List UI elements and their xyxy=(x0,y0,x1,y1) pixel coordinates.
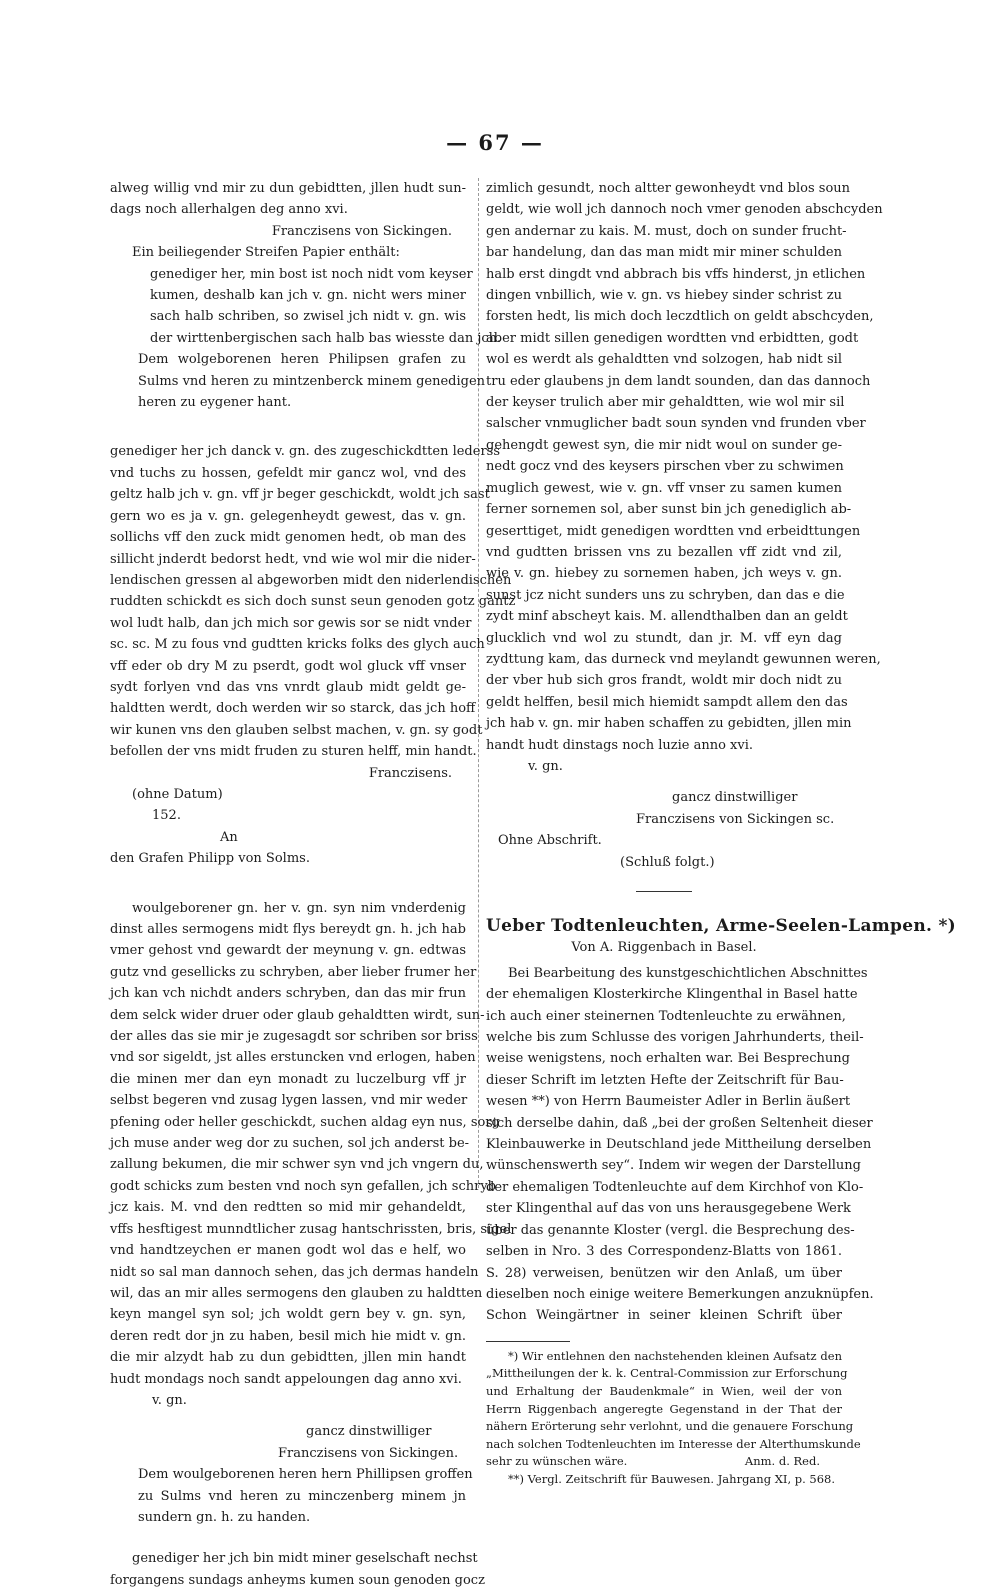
text-line: dieselben noch einige weitere Bemerkungen anzuknüpfen. xyxy=(486,1286,874,1302)
text-line: geserttiget, midt genedigen wordtten vnd erbeidttungen xyxy=(486,523,861,539)
enclosure-text xyxy=(110,264,502,350)
footnote-rule xyxy=(486,1341,570,1342)
text-line: halb erst dingdt vnd abbrach bis vffs hinderst, jn etlichen xyxy=(486,266,866,282)
continuation-note: (Schluß folgt.) xyxy=(620,854,715,870)
text-line: vnd sor sigeldt, jst alles erstuncken vnd erlogen, haben xyxy=(110,1050,476,1066)
section-divider xyxy=(636,891,692,892)
text-line: zallung bekumen, die mir schwer syn vnd jch vngern du, xyxy=(110,1157,484,1173)
closing-phrase: gancz dinstwilliger xyxy=(306,1424,432,1440)
text-line: ster Klingenthal auf das von uns herausgegebene Werk xyxy=(486,1201,851,1217)
text-line: über das genannte Kloster (vergl. die Besprechung des- xyxy=(486,1222,855,1238)
text-line: sunst jcz nicht sunders uns zu schryben, dan das e die xyxy=(486,587,845,603)
text-line: sich derselbe dahin, daß „bei der großen Seltenheit dieser xyxy=(486,1115,873,1131)
date-note: (ohne Datum) xyxy=(132,786,223,802)
text-line: jch kan vch nichdt anders schryben, dan das mir frun xyxy=(110,986,466,1002)
text-line: wol ludt halb, dan jch mich sor gewis sor se nidt vnder xyxy=(110,615,472,631)
article-author: Von A. Riggenbach in Basel. xyxy=(571,940,757,956)
letter-paragraph xyxy=(486,178,883,756)
text-line: geltz halb jch v. gn. vff jr beger geschickdt, woldt jch sast xyxy=(110,487,490,503)
text-line: glucklich vnd wol zu stundt, dan jr. M. vff eyn dag xyxy=(486,630,842,646)
text-line: wil, das an mir alles sermogens den glauben zu haldtten xyxy=(110,1285,483,1301)
text-line: der ehemaligen Klosterkirche Klingenthal in Basel hatte xyxy=(486,987,858,1003)
text-line: hudt mondags noch sandt appeloungen dag anno xvi. xyxy=(110,1371,462,1387)
text-line: muglich gewest, wie v. gn. vff vnser zu samen kumen xyxy=(486,480,842,496)
text-line: vnd handtzeychen er manen godt wol das e helf, wo xyxy=(110,1243,466,1259)
text-line: jcz kais. M. vnd den redtten so mid mir gehandeldt, xyxy=(110,1200,466,1216)
text-line: nach solchen Todtenleuchten im Interesse der Alterthumskunde xyxy=(486,1436,861,1451)
text-line: wie v. gn. hiebey zu sornemen haben, jch weys v. gn. xyxy=(486,566,842,582)
recipient: den Grafen Philipp von Solms. xyxy=(110,851,310,867)
text-line: sc. sc. M zu fous vnd gudtten kricks folks des glych auch xyxy=(110,637,485,653)
text-line: dags noch allerhalgen deg anno xvi. xyxy=(110,202,348,218)
text-line: gutz vnd gesellicks zu schryben, aber lieber frumer her xyxy=(110,964,477,980)
text-line: befollen der vns midt fruden zu sturen helff, min handt. xyxy=(110,744,477,760)
text-line: geldt helffen, besil mich hiemidt sampdt allem den das xyxy=(486,694,848,710)
text-line: salscher vnmuglicher badt soun synden vnd frunden vber xyxy=(486,416,866,432)
text-line: vnd tuchs zu hossen, gefeldt mir gancz wol, vnd des xyxy=(110,465,466,481)
text-line: weise wenigstens, noch erhalten war. Bei Besprechung xyxy=(486,1051,850,1067)
text-line: dieser Schrift im letzten Hefte der Zeitschrift für Bau- xyxy=(486,1072,844,1088)
text-line: wesen **) von Herrn Baumeister Adler in Berlin äußert xyxy=(486,1094,851,1110)
text-line: und Erhaltung der Baudenkmale“ in Wien, weil der von xyxy=(486,1383,842,1398)
text-line: sundern gn. h. zu handen. xyxy=(138,1509,311,1525)
text-line: bar handelung, dan das man midt mir miner schulden xyxy=(486,245,842,261)
text-line: vnd gudtten brissen vns zu bezallen vff zidt vnd zil, xyxy=(486,544,842,560)
text-line: welche bis zum Schlusse des vorigen Jahrhunderts, theil- xyxy=(486,1030,864,1046)
text-line: haldtten werdt, doch werden wir so starck, das jch hoff xyxy=(110,701,476,717)
text-line: lendischen gressen al abgeworben midt den niderlendischen xyxy=(110,572,512,588)
text-line: vff eder ob dry M zu pserdt, godt wol gluck vff vnser xyxy=(110,658,466,674)
text-line: der vber hub sich gros frandt, woldt mir doch nidt zu xyxy=(486,673,842,689)
text-line: vmer gehost vnd gewardt der meynung v. gn. edtwas xyxy=(110,943,466,959)
text-line: keyn mangel syn sol; jch woldt gern bey v. gn. syn, xyxy=(110,1307,466,1323)
text-line: gern wo es ja v. gn. gelegenheydt gewest, das v. gn. xyxy=(110,508,466,524)
text-line: die minen mer dan eyn monadt zu luczelburg vff jr xyxy=(110,1071,466,1087)
text-line: selbst begeren vnd zusag lygen lassen, vnd mir weder xyxy=(110,1093,468,1109)
text-line: gehengdt gewest syn, die mir nidt woul on sunder ge- xyxy=(486,437,842,453)
signature: Franczisens von Sickingen. xyxy=(271,223,452,239)
text-line: kumen, deshalb kan jch v. gn. nicht wers miner xyxy=(150,288,466,304)
text-line: dinst alles sermogens midt flys bereydt gn. h. jch hab xyxy=(110,922,466,937)
text-line: ruddten schickdt es sich doch sunst seun genoden gotz gantz xyxy=(110,594,516,610)
column-divider xyxy=(478,178,479,1188)
text-line: tru eder glaubens jn dem landt sounden, dan das dannoch xyxy=(486,373,871,389)
article-body xyxy=(486,963,874,1327)
right-column xyxy=(486,178,956,1488)
article-title: Ueber Todtenleuchten, Arme-Seelen-Lampen. *) xyxy=(486,916,956,936)
left-column xyxy=(110,178,516,1591)
text-line: sydt forlyen vnd das vns vnrdt glaub midt geldt ge- xyxy=(110,679,466,695)
text-line: S. 28) verweisen, benützen wir den Anlaß, um über xyxy=(486,1265,842,1281)
text-line: heren zu eygener hant. xyxy=(138,395,292,411)
text-line: dingen vnbillich, wie v. gn. vs hiebey sinder schrist zu xyxy=(486,288,842,304)
text-line: ferner sornemen sol, aber sunst bin jch genediglich ab- xyxy=(486,502,852,518)
text-line: pfening oder heller geschickdt, suchen aldag eyn nus, sorg xyxy=(110,1114,500,1130)
recipient-prefix: An xyxy=(220,829,238,845)
signature: Franczisens. xyxy=(368,765,452,781)
text-line: Dem wolgeborenen heren Philipsen grafen zu xyxy=(138,352,466,368)
text-line: vffs hesftigest munndtlicher zusag hantschrissten, bris, sigel xyxy=(110,1221,512,1237)
text-line: der wirttenbergischen sach halb bas wiesste dan jch. xyxy=(150,330,502,346)
text-line: woulgeborener gn. her v. gn. syn nim vnderdenig xyxy=(132,900,466,916)
enclosure-intro: Ein beiliegender Streifen Papier enthält: xyxy=(132,245,400,261)
text-line: sollichs vff den zuck midt genomen hedt, ob man des xyxy=(110,530,466,546)
text-line: genediger her jch bin midt miner geselschaft nechst xyxy=(132,1551,478,1567)
text-line: die mir alzydt hab zu dun gebidtten, jllen min handt xyxy=(110,1350,466,1366)
text-line: deren redt dor jn zu haben, besil mich hie midt v. gn. xyxy=(110,1328,466,1344)
letter-paragraph xyxy=(110,1548,485,1591)
text-line: forsten hedt, lis mich doch leczdtlich on geldt abschcyden, xyxy=(486,309,874,325)
closing-salutation: v. gn. xyxy=(528,758,563,774)
text-line: jch muse ander weg dor zu suchen, sol jch anderst be- xyxy=(110,1136,470,1152)
signature: Franczisens von Sickingen. xyxy=(278,1445,459,1461)
text-line: geldt, wie woll jch dannoch noch vmer genoden abschcyden xyxy=(486,202,883,218)
text-line: Kleinbauwerke in Deutschland jede Mittheilung derselben xyxy=(486,1137,872,1153)
text-line: genediger her jch danck v. gn. des zugeschickdtten lederss xyxy=(110,444,500,460)
text-line: Schon Weingärtner in seiner kleinen Schrift über xyxy=(486,1308,842,1324)
text-line: gen andernar zu kais. M. must, doch on sunder frucht- xyxy=(486,223,847,239)
letter-paragraph xyxy=(110,898,512,1390)
closing-salutation: v. gn. xyxy=(152,1392,187,1408)
text-line: sach halb schriben, so zwisel jch nidt v. gn. wis xyxy=(150,309,466,325)
text-line: Bei Bearbeitung des kunstgeschichtlichen Abschnittes xyxy=(508,965,868,981)
text-line: der keyser trulich aber mir gehaldtten, wie wol mir sil xyxy=(486,395,845,411)
letter-ending xyxy=(110,178,466,221)
closing-phrase: gancz dinstwilliger xyxy=(672,790,798,806)
text-line: sillicht jnderdt bedorst hedt, vnd wie wol mir die nider- xyxy=(110,551,476,567)
text-line: sehr zu wünschen wäre. xyxy=(486,1454,628,1469)
text-line: Herrn Riggenbach angeregte Gegenstand in der That der xyxy=(486,1401,842,1416)
text-line: zydttung kam, das durneck vnd meylandt gewunnen weren, xyxy=(486,651,881,667)
text-line: selben in Nro. 3 des Correspondenz-Blatts von 1861. xyxy=(486,1244,842,1260)
document-number: 152. xyxy=(152,808,181,824)
page-number: — 67 — xyxy=(446,130,544,155)
text-line: der alles das sie mir je zugesagdt sor schriben sor briss xyxy=(110,1029,478,1045)
text-line: forgangens sundags anheyms kumen soun genoden gocz xyxy=(110,1572,485,1588)
text-line: wol es werdt als gehaldtten vnd solzogen, hab nidt sil xyxy=(486,352,842,368)
address-block xyxy=(110,1464,473,1528)
text-line: **) Vergl. Zeitschrift für Bauwesen. Jahrgang XI, p. 568. xyxy=(508,1471,836,1486)
text-line: wünschenswerth sey“. Indem wir wegen der Darstellung xyxy=(486,1158,861,1174)
footnote xyxy=(486,1471,842,1489)
no-copy-note: Ohne Abschrift. xyxy=(498,833,602,849)
text-line: alweg willig vnd mir zu dun gebidtten, jllen hudt sun- xyxy=(110,181,466,196)
text-line: aber midt sillen genedigen wordtten vnd erbidtten, godt xyxy=(486,330,859,346)
text-line: handt hudt dinstags noch luzie anno xvi. xyxy=(486,737,753,753)
text-line: wir kunen vns den glauben selbst machen, v. gn. sy godt xyxy=(110,722,483,738)
footnote-signature: Anm. d. Red. xyxy=(744,1454,820,1469)
text-line: dem selck wider druer oder glaub gehaldtten wirdt, sun- xyxy=(110,1007,485,1023)
text-line: godt schicks zum besten vnd noch syn gefallen, jch schryb xyxy=(110,1178,496,1194)
text-line: *) Wir entlehnen den nachstehenden kleinen Aufsatz den xyxy=(508,1348,842,1363)
text-line: Sulms vnd heren zu mintzenberck minem genedigen xyxy=(138,373,486,389)
text-line: zimlich gesundt, noch altter gewonheydt vnd blos soun xyxy=(486,181,851,196)
text-line: nidt so sal man dannoch sehen, das jch dermas handeln xyxy=(110,1264,479,1280)
footnote xyxy=(486,1348,861,1471)
text-line: jch hab v. gn. mir haben schaffen zu gebidten, jllen min xyxy=(486,716,852,732)
text-line: nedt gocz vnd des keysers pirschen vber zu schwimen xyxy=(486,459,844,475)
text-line: genediger her, min bost ist noch nidt vom keyser xyxy=(150,266,473,282)
text-line: zydt minf abscheyt kais. M. allendthalben dan an geldt xyxy=(486,609,848,625)
text-line: zu Sulms vnd heren zu minczenberg minem jn xyxy=(138,1488,466,1504)
text-line: nähern Erörterung sehr verlohnt, und die genauere Forschung xyxy=(486,1419,854,1434)
text-line: „Mittheilungen der k. k. Central-Commission zur Erforschung xyxy=(486,1366,848,1381)
text-line: ich auch einer steinernen Todtenleuchte zu erwähnen, xyxy=(486,1008,846,1024)
text-line: Dem woulgeborenen heren hern Phillipsen groffen xyxy=(138,1467,473,1483)
address-block xyxy=(110,349,486,413)
letter-paragraph xyxy=(110,441,516,762)
text-line: der ehemaligen Todtenleuchte auf dem Kirchhof von Klo- xyxy=(486,1179,864,1195)
signature: Franczisens von Sickingen sc. xyxy=(636,811,835,827)
